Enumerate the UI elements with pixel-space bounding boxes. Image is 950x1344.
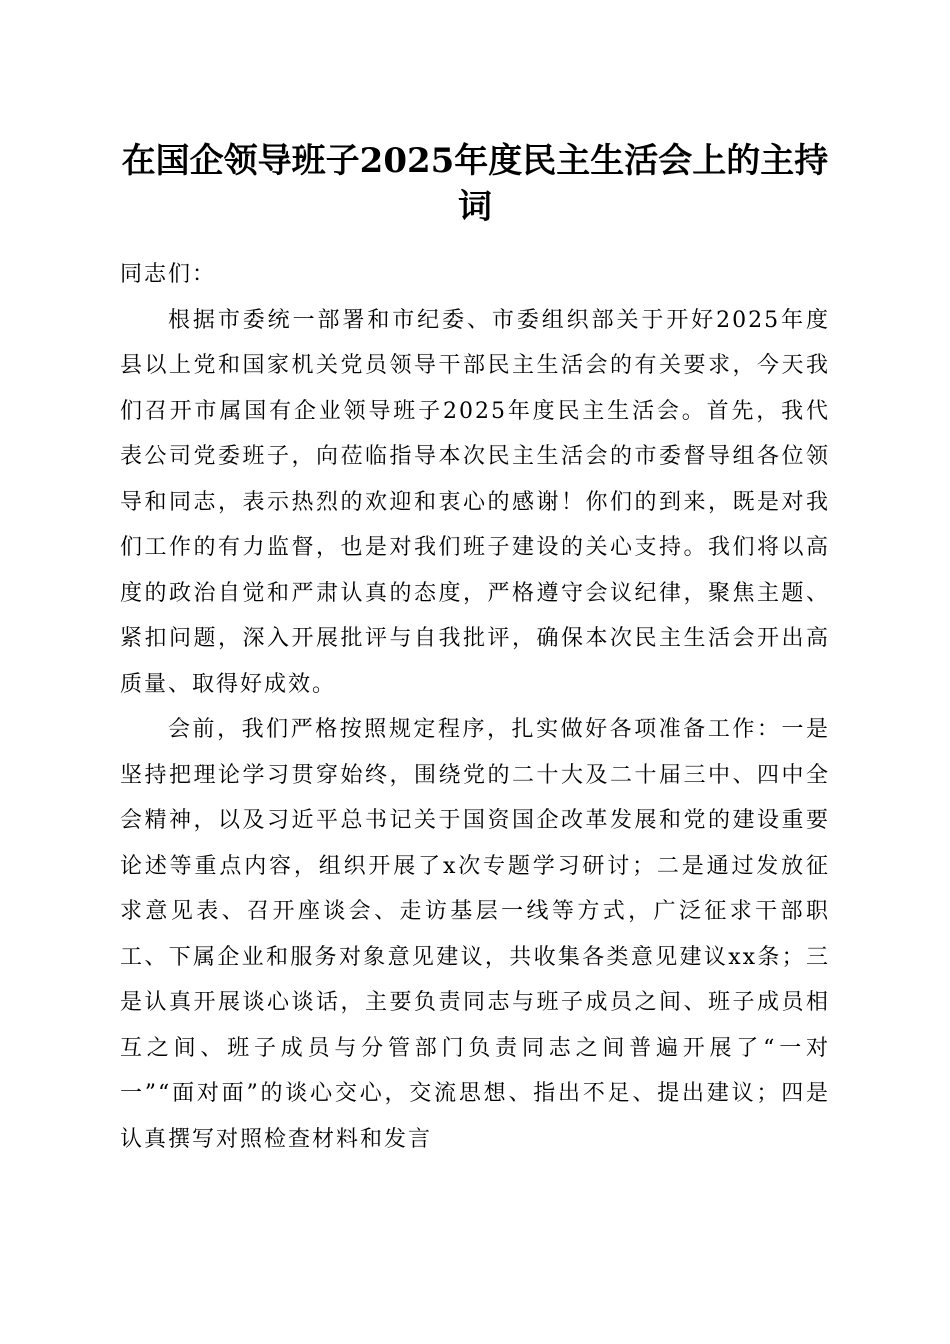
document-body bbox=[120, 252, 830, 1162]
paragraph-2: 会前，我们严格按照规定程序，扎实做好各项准备工作：一是坚持把理论学习贯穿始终，围绕党的二十大及二十届三中、四中全会精神，以及习近平总书记关于国资国企改革发展和党的建设重要论述等重点内容，组织开展了x次专题学习研讨；二是通过发放征求意见表、召开座谈会、走访基层一线等方式，广泛征求干部职工、下属企业和服务对象意见建议，共收集各类意见建议xx条；三是认真开展谈心谈话，主要负责同志与班子成员之间、班子成员相互之间、班子成员与分管部门负责同志之间普遍开展了“一对一”“面对面”的谈心交心，交流思想、指出不足、提出建议；四是认真撰写对照检查材料和发言 bbox=[120, 717, 830, 1152]
paragraph-1: 根据市委统一部署和市纪委、市委组织部关于开好2025年度县以上党和国家机关党员领导干部民主生活会的有关要求，今天我们召开市属国有企业领导班子2025年度民主生活会。首先，我代表公司党委班子，向莅临指导本次民主生活会的市委督导组各位领导和同志，表示热烈的欢迎和衷心的感谢！你们的到来，既是对我们工作的有力监督，也是对我们班子建设的关心支持。我们将以高度的政治自觉和严肃认真的态度，严格遵守会议纪律，聚焦主题、紧扣问题，深入开展批评与自我批评，确保本次民主生活会开出高质量、取得好成效。 bbox=[120, 307, 830, 697]
document-title: 在国企领导班子2025年度民主生活会上的主持词 bbox=[121, 141, 829, 227]
salutation: 同志们： bbox=[120, 262, 217, 287]
